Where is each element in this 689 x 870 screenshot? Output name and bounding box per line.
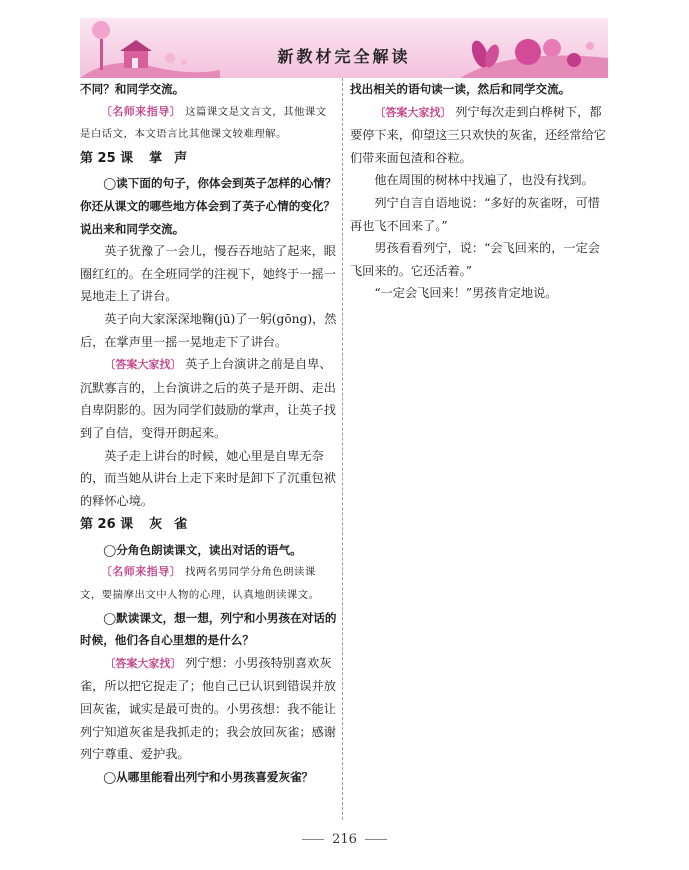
- right-p3: 男孩看看列宁，说：“会飞回来的，一定会飞回来的。它还活着。”: [350, 241, 600, 278]
- p25a: 英子犹豫了一会儿，慢吞吞地站了起来，眼圈红红的。在全班同学的注视下，她终于一摇一晃地走上了讲台。: [80, 244, 336, 304]
- lesson25-heading: [80, 148, 337, 171]
- right-answer-tag: 〔答案大家找〕: [374, 105, 452, 119]
- header-banner: [80, 18, 608, 78]
- lesson26-num: 第 26 课: [80, 517, 134, 533]
- ans25-tag: 〔答案大家找〕: [104, 358, 182, 372]
- p25c: 英子走上讲台的时候，她心里是自卑无奈的，而当她从讲台上走下来时是卸下了沉重包袱的释怀心境。: [80, 448, 336, 508]
- note1-tag: 〔名师来指导〕: [100, 104, 182, 118]
- note2-text: 找两名男同学分角色朗读课文，要揣摩出文中人物的心理，认真地朗读课文。: [80, 566, 320, 602]
- header-title: 新教材完全解读: [277, 47, 411, 66]
- right-p4: “一定会飞回来！”男孩肯定地说。: [374, 286, 558, 301]
- right-p1: 他在周围的树林中找遍了，也没有找到。: [374, 173, 594, 188]
- ans25: [80, 353, 337, 444]
- right-answer-text: 列宁每次走到白桦树下，都要停下来，仰望这三只欢快的灰雀，还经常给它们带来面包渣和谷粒。: [350, 104, 606, 165]
- p25b: 英子向大家深深地鞠(jū)了一躬(gōng)，然后，在掌声里一摇一晃地走下了讲台。: [80, 311, 337, 349]
- left-column: [80, 78, 337, 788]
- note2: [80, 561, 337, 606]
- ans26-tag: 〔答案大家找〕: [104, 656, 182, 670]
- right-answer: [350, 101, 608, 170]
- note2-tag: 〔名师来指导〕: [100, 565, 182, 579]
- lesson25-title: 掌声: [149, 150, 200, 166]
- lesson25-num: 第 25 课: [80, 150, 134, 166]
- column-divider: [342, 78, 343, 820]
- ans26-text: 列宁想：小男孩特别喜欢灰雀，所以把它捉走了；他自己已认识到错误并放回灰雀，诚实是最可贵的。小男孩想：我不能让列宁知道灰雀是我抓走的；我会放回灰雀；感谢列宁尊重、爱护我。: [80, 655, 336, 762]
- lesson26-title: 灰雀: [149, 517, 200, 533]
- page-footer: [0, 832, 689, 847]
- q25: ◯读下面的句子，你体会到英子怎样的心情？你还从课文的哪些地方体会到了英子心情的变化？说出来和同学交流。: [80, 176, 337, 236]
- ans25-text: 英子上台演讲之前是自卑、沉默寡言的，上台演讲之后的英子是开朗、走出自卑阴影的。因为同学们鼓励的掌声，让英子找到了自信，变得开朗起来。: [80, 357, 336, 440]
- note1: [80, 101, 337, 146]
- right-column: [350, 78, 608, 305]
- q26a: ◯分角色朗读课文，读出对话的语气。: [103, 542, 302, 557]
- right-p2: 列宁自言自语地说：“多好的灰雀呀，可惜再也飞不回来了。”: [350, 195, 600, 233]
- q26c: ◯从哪里能看出列宁和小男孩喜爱灰雀？: [103, 769, 314, 784]
- footer-dash-right: [365, 839, 387, 840]
- q26b: ◯默读课文，想一想，列宁和小男孩在对话的时候，他们各自心里想的是什么？: [80, 610, 337, 648]
- page-number: 216: [332, 832, 357, 847]
- right-line1: 找出相关的语句读一读，然后和同学交流。: [350, 82, 571, 96]
- footer-dash-left: [302, 839, 324, 840]
- lesson26-heading: [80, 514, 337, 537]
- ans26: [80, 652, 337, 766]
- note1-text: 这篇课文是文言文，其他课文是白话文，本文语言比其他课文较难理解。: [80, 105, 327, 141]
- left-line1: 不同？和同学交流。: [80, 82, 185, 96]
